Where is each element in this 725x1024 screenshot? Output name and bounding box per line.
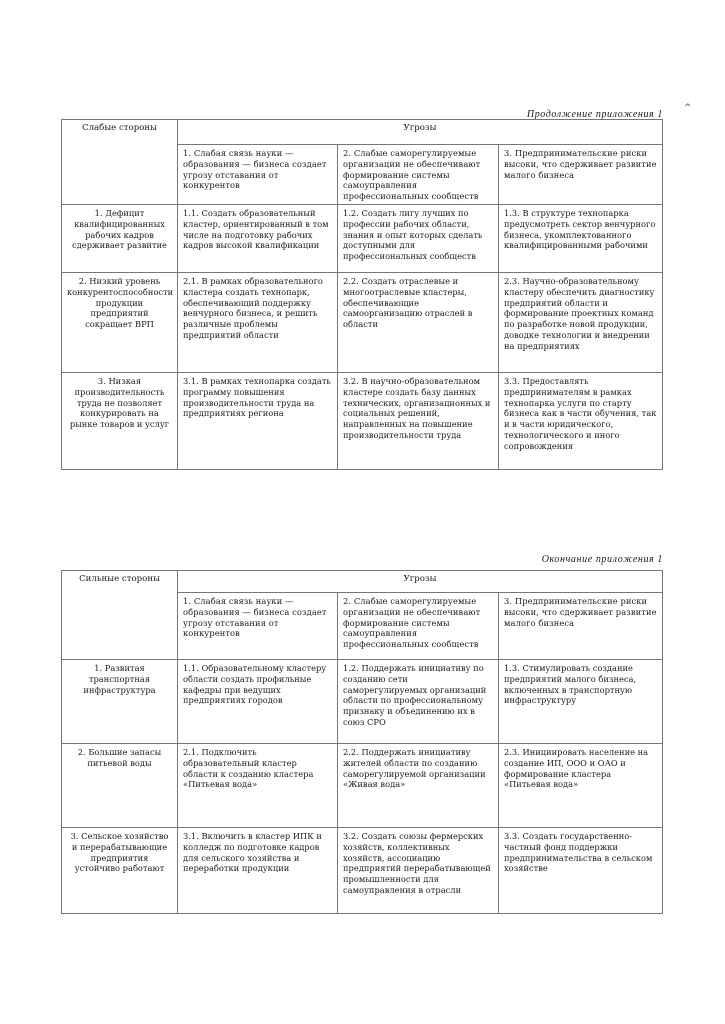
threat-3: 3. Предпринимательские риски высоки, что сдерживает развитие малого бизнеса bbox=[499, 145, 663, 205]
strategy-3-1: 3.1. В рамках технопарка создать программу повышения производительности труда на предприятиях региона bbox=[178, 373, 338, 470]
strategy-2-2: 2.2. Создать отраслевые и многоотраслевые кластеры, обеспечивающие самоорганизацию отраслей в области bbox=[338, 273, 499, 373]
weakness-3: 3. Низкая производительность труда не позволяет конкурировать на рынке товаров и услуг bbox=[62, 373, 178, 470]
threat-3: 3. Предпринимательские риски высоки, что сдерживает развитие малого бизнеса bbox=[499, 593, 663, 660]
strategy-3-2: 3.2. Создать союзы фермерских хозяйств, коллективных хозяйств, ассоциацию предприятий перерабатывающей промышленности для самоуправления в отрасли bbox=[338, 828, 499, 914]
strengths-threats-table bbox=[61, 570, 663, 914]
threat-2: 2. Слабые саморегулируемые организации не обеспечивают формирование системы самоуправления профессиональных сообществ bbox=[338, 593, 499, 660]
strength-3: 3. Сельское хозяйство и перерабатывающие предприятия устойчиво работают bbox=[62, 828, 178, 914]
strategy-3-2: 3.2. В научно-образовательном кластере создать базу данных технических, организационных и социальных решений, направленных на повышение производительности труда bbox=[338, 373, 499, 470]
strategy-2-1: 2.1. Подключить образовательный кластер области к созданию кластера «Питьевая вода» bbox=[178, 744, 338, 828]
strategy-1-1: 1.1. Образовательному кластеру области создать профильные кафедры при ведущих предприятиях городов bbox=[178, 660, 338, 744]
strategy-2-2: 2.2. Поддержать инициативу жителей области по созданию саморегулируемой организации «Живая вода» bbox=[338, 744, 499, 828]
corner-mark: ^ bbox=[684, 103, 692, 113]
threat-1: 1. Слабая связь науки — образования — бизнеса создает угрозу отставания от конкурентов bbox=[178, 593, 338, 660]
threats-header: Угрозы bbox=[178, 571, 663, 593]
strategy-1-2: 1.2. Поддержать инициативу по созданию сети саморегулируемых организаций области по профессиональному признаку и объединению их в союз СРО bbox=[338, 660, 499, 744]
threat-2: 2. Слабые саморегулируемые организации не обеспечивают формирование системы самоуправления профессиональных сообществ bbox=[338, 145, 499, 205]
strategy-1-2: 1.2. Создать лигу лучших по профессии рабочих области, знания и опыт которых сделать доступными для профессиональных сообществ bbox=[338, 205, 499, 273]
strategy-1-1: 1.1. Создать образовательный кластер, ориентированный в том числе на подготовку рабочих кадров высокой квалификации bbox=[178, 205, 338, 273]
strategy-1-3: 1.3. Стимулировать создание предприятий малого бизнеса, включенных в транспортную инфраструктуру bbox=[499, 660, 663, 744]
strategy-2-3: 2.3. Научно-образовательному кластеру обеспечить диагностику предприятий области и формирование проектных команд по разработке новой продукции, доводке технологии и внедрении на предприятиях bbox=[499, 273, 663, 373]
strength-2: 2. Большие запасы питьевой воды bbox=[62, 744, 178, 828]
continuation-caption: Продолжение приложения 1 bbox=[526, 109, 663, 120]
threats-header: Угрозы bbox=[178, 120, 663, 145]
weakness-1: 1. Дефицит квалифицированных рабочих кадров сдерживает развитие bbox=[62, 205, 178, 273]
strategy-3-3: 3.3. Предоставлять предпринимателям в рамках технопарка услуги по старту бизнеса как в части обучения, так и в части юридического, технологического и иного сопровождения bbox=[499, 373, 663, 470]
strategy-2-3: 2.3. Инициировать население на создание ИП, ООО и ОАО и формирование кластера «Питьевая вода» bbox=[499, 744, 663, 828]
ending-caption: Окончание приложения 1 bbox=[541, 554, 663, 565]
strategy-2-1: 2.1. В рамках образовательного кластера создать технопарк, обеспечивающий поддержку венчурного бизнеса, и решить различные проблемы предприятий области bbox=[178, 273, 338, 373]
strength-1: 1. Развитая транспортная инфраструктура bbox=[62, 660, 178, 744]
weaknesses-threats-table bbox=[61, 119, 663, 470]
strategy-3-1: 3.1. Включить в кластер ИПК и колледж по подготовке кадров для сельского хозяйства и переработки продукции bbox=[178, 828, 338, 914]
threat-1: 1. Слабая связь науки — образования — бизнеса создает угрозу отставания от конкурентов bbox=[178, 145, 338, 205]
weakness-2: 2. Низкий уровень конкурентоспособности продукции предприятий сокращает ВРП bbox=[62, 273, 178, 373]
strategy-1-3: 1.3. В структуре технопарка предусмотреть сектор венчурного бизнеса, укомплектованного квалифицированными рабочими bbox=[499, 205, 663, 273]
strengths-header: Сильные стороны bbox=[62, 571, 178, 660]
strategy-3-3: 3.3. Создать государственно-частный фонд поддержки предпринимательства в сельском хозяйстве bbox=[499, 828, 663, 914]
weaknesses-header: Слабые стороны bbox=[62, 120, 178, 205]
